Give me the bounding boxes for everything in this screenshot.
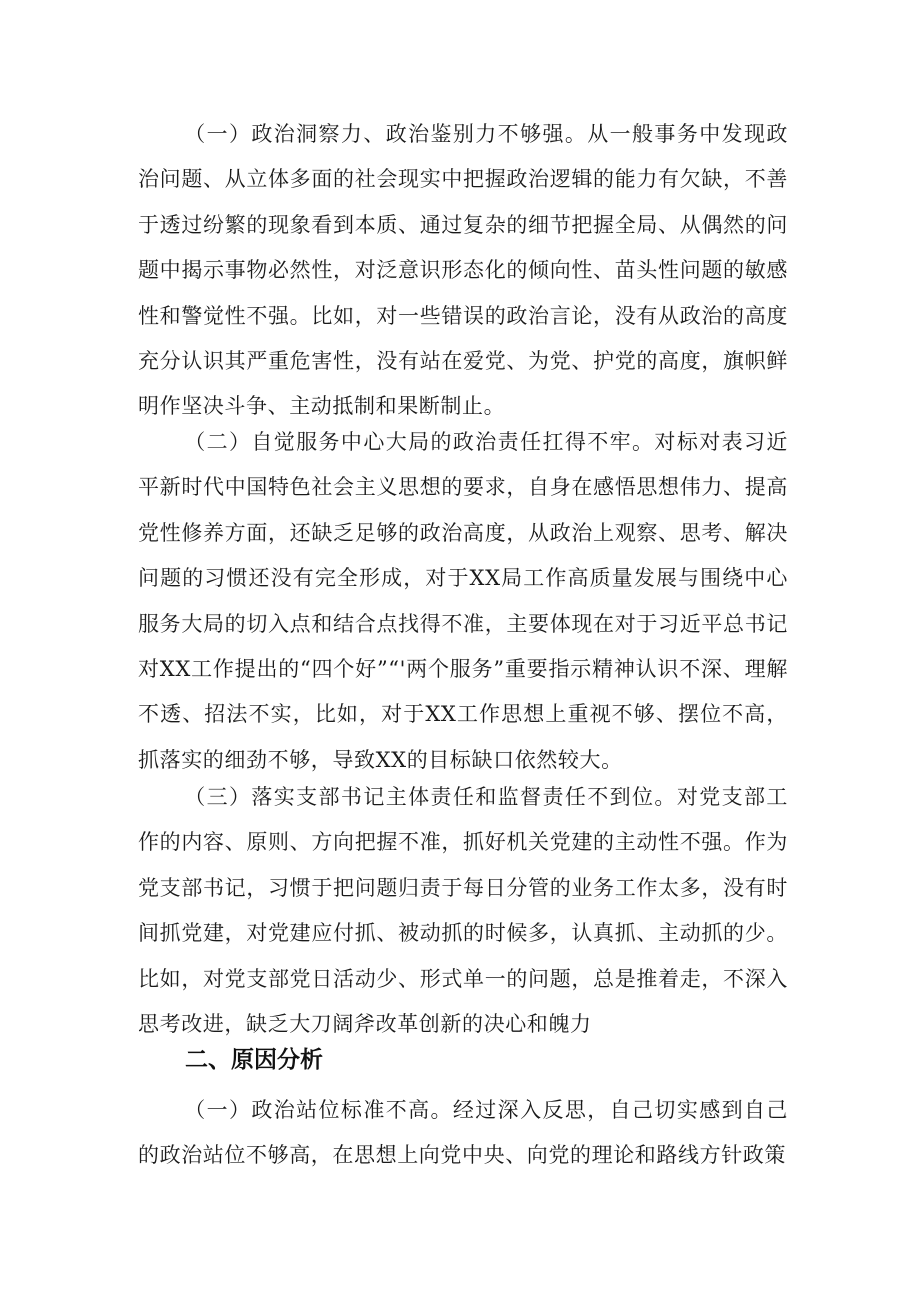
paragraph-political-insight: （一）政治洞察力、政治鉴别力不够强。从一般事务中发现政治问题、从立体多面的社会现实中把握政治逻辑的能力有欠缺，不善于透过纷繁的现象看到本质、通过复杂的细节把握全局、从偶然的问题中揭示事物必然性，对泛意识形态化的倾向性、苗头性问题的敏感性和警觉性不强。比如，对一些错误的政治言论，没有从政治的高度充分认识其严重危害性，没有站在爱党、为党、护党的高度，旗帜鲜明作坚决斗争、主动抵制和果断制止。 [138,122,788,419]
section-heading-cause-analysis: 二、原因分析 [185,1047,323,1073]
paragraph-political-stance: （一）政治站位标准不高。经过深入反思，自己切实感到自己的政治站位不够高，在思想上向党中央、向党的理论和路线方针政策 [138,1098,788,1168]
paragraph-service-responsibility: （二）自觉服务中心大局的政治责任扛得不牢。对标对表习近平新时代中国特色社会主义思想的要求，自身在感悟思想伟力、提高党性修养方面，还缺乏足够的政治高度，从政治上观察、思考、解决问题的习惯还没有完全形成，对于XX局工作高质量发展与围绕中心服务大局的切入点和结合点找得不准，主要体现在对于习近平总书记对XX工作提出的“四个好”“'两个服务”重要指示精神认识不深、理解不透、招法不实，比如，对于XX工作思想上重视不够、摆位不高，抓落实的细劲不够，导致XX的目标缺口依然较大。 [138,430,788,772]
paragraph-branch-secretary-duty: （三）落实支部书记主体责任和监督责任不到位。对党支部工作的内容、原则、方向把握不准，抓好机关党建的主动性不强。作为党支部书记，习惯于把问题归责于每日分管的业务工作太多，没有时间抓党建，对党建应付抓、被动抓的时候多，认真抓、主动抓的少。比如，对党支部党日活动少、形式单一的问题，总是推着走，不深入思考改进，缺乏大刀阔斧改革创新的决心和魄力 [138,785,788,1037]
